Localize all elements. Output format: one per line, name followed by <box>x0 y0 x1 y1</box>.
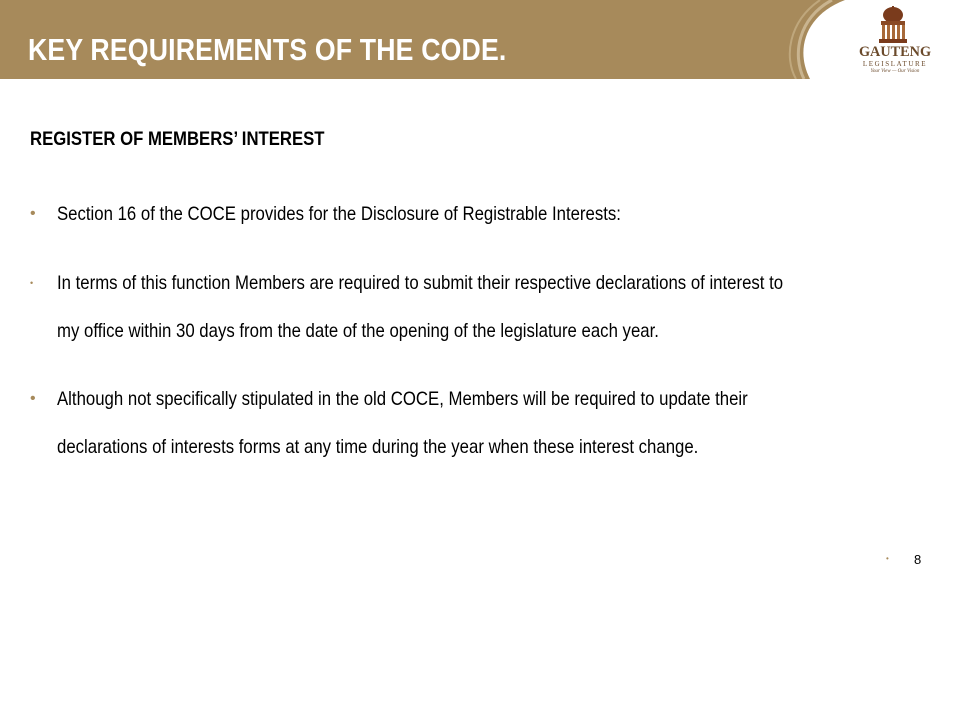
bullet-text-line-2: my office within 30 days from the date of the opening of the legislature each year. <box>57 320 659 342</box>
page-number: 8 <box>914 552 922 567</box>
logo-name: GAUTENG <box>858 44 932 60</box>
legislature-building-icon <box>876 6 910 46</box>
bullet-icon: • <box>30 278 34 288</box>
bullet-text: Section 16 of the COCE provides for the Disclosure of Registrable Interests: <box>57 203 621 225</box>
bullet-text-line-1: Although not specifically stipulated in the old COCE, Members will be required to update their <box>57 388 748 410</box>
section-heading: REGISTER OF MEMBERS’ INTEREST <box>30 129 325 150</box>
bullet-icon: • <box>30 205 36 222</box>
page-title: KEY REQUIREMENTS OF THE CODE. <box>28 32 507 67</box>
logo-subtitle: LEGISLATURE <box>862 60 928 68</box>
page-number-bullet-icon: • <box>886 554 889 563</box>
bullet-text-line-1: In terms of this function Members are required to submit their respective declarations of interest to <box>57 272 784 294</box>
gauteng-legislature-logo <box>846 6 954 76</box>
bullet-icon: • <box>30 390 36 407</box>
logo-tagline: Your View — Our Vision <box>870 69 920 74</box>
bullet-text-line-2: declarations of interests forms at any time during the year when these interest change. <box>57 436 699 458</box>
